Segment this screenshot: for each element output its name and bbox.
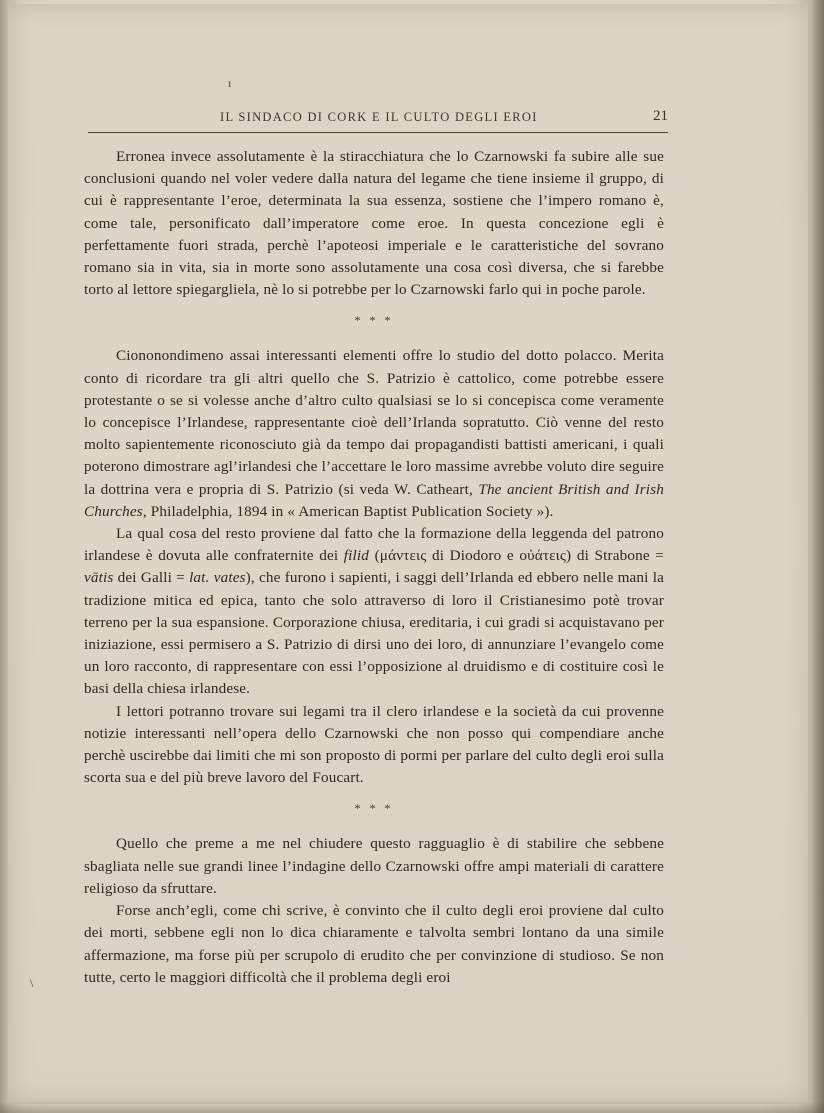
- page-number: 21: [653, 108, 668, 124]
- paragraph-text: Ciononondimeno assai interessanti elementi offre lo studio del dotto polacco. Merita conto di ricordare tra gli altri quello che S. Patrizio è cattolico, come potrebbe essere protestante o se si volesse anche d’altro culto qualsiasi se lo si concepisca come veramente lo concepisce l’Irlandese, rappresentante cioè dell’Irlanda sopratutto. Ciò venne del resto molto sapientemente riconosciuto già da tempo dai propagandisti battisti americani, i quali poterono dimostrare agl’irlandesi che l’accettare le loro massime avrebbe voluto dire seguire la dottrina vera e propria di S. Patrizio (si veda W. Catheart,: [84, 347, 664, 498]
- paragraph: [84, 345, 664, 523]
- running-head-title: IL SINDACO DI CORK E IL CULTO DEGLI EROI: [220, 110, 538, 124]
- page-bottom-shadow: [0, 1101, 824, 1113]
- italic-term: lat. vates: [189, 569, 246, 587]
- paragraph: [84, 523, 664, 701]
- ink-speck: ı: [228, 76, 232, 90]
- body-text: [84, 146, 664, 989]
- running-head: [88, 110, 668, 130]
- paragraph: Quello che preme a me nel chiudere questo ragguaglio è di stabilire che sebbene sbagliata nelle sue grandi linee l’indagine dello Czarnowski offre ampi materiali di carattere religioso da sfruttare.: [84, 835, 664, 897]
- section-separator: * * *: [354, 801, 394, 816]
- header-rule: [88, 132, 668, 133]
- paragraph-text: ), che furono i sapienti, i saggi dell’Irlanda ed ebbero nelle mani la tradizione mitica ed epica, tanto che solo attraverso di loro il Cristianesimo potè trovar terreno per la sua espansione. Corporazione chiusa, ereditaria, i cui gradi si acquistavano per iniziazione, essi permisero a S. Patrizio di dirsi uno dei loro, di annunziare l’evangelo come un loro racconto, di rappresentare con essi l’opposizione al druidismo e di costituire così le basi della chiesa irlandese.: [84, 569, 664, 698]
- page-edge-shadow: [810, 0, 824, 1113]
- italic-term: filid: [343, 547, 370, 565]
- paragraph: Erronea invece assolutamente è la stiracchiatura che lo Czarnowski fa subire alle sue conclusioni quando nel voler vedere dalla natura del legame che tiene insieme il gruppo, di cui è rappresentante l’eroe, determinata la sua essenza, sostiene che l’impero romano è, come tale, personificato dall’imperatore come eroe. In questa concezione egli è perfettamente fuori strada, perchè l’apoteosi imperiale e le caratteristiche del sovrano romano sia in vita, sia in morte sono assolutamente una cosa così diversa, che si farebbe torto al lettore spiegargliela, nè lo si potrebbe per lo Czarnowski farlo qui in poche parole.: [84, 148, 664, 299]
- paragraph-text: (μάντεις di Diodoro e οὐάτεις) di Strabone =: [369, 547, 664, 565]
- paragraph-text: dei Galli =: [113, 569, 190, 587]
- paragraph: I lettori potranno trovare sui legami tra il clero irlandese e la società da cui provenne notizie interessanti nell’opera dello Czarnowski che non posso qui compendiare anche perchè uscirebbe dai limiti che mi son proposto di pormi per parlare del culto degli eroi sulla scorta sua e del più breve lavoro del Foucart.: [84, 702, 664, 787]
- italic-term: vātis: [84, 569, 114, 587]
- paragraph-text: Philadelphia, 1894 in « American Baptist Publication Society »).: [146, 502, 554, 520]
- book-title: The ancient British and Irish Churches,: [84, 480, 664, 520]
- section-separator: * * *: [354, 313, 394, 328]
- margin-mark: \: [30, 976, 34, 990]
- paragraph: Forse anch’egli, come chi scrive, è convinto che il culto degli eroi proviene dal culto dei morti, sebbene egli non lo dica chiaramente e talvolta sembri lontano da una simile affermazione, ma forse più per scrupolo di erudito che per convinzione di studioso. Se non tutte, certo le maggiori difficoltà che il problema degli eroi: [84, 902, 664, 986]
- paragraph-text: La qual cosa del resto proviene dal fatto che la formazione della leggenda del patrono irlandese è dovuta alle confraternite dei: [84, 525, 664, 565]
